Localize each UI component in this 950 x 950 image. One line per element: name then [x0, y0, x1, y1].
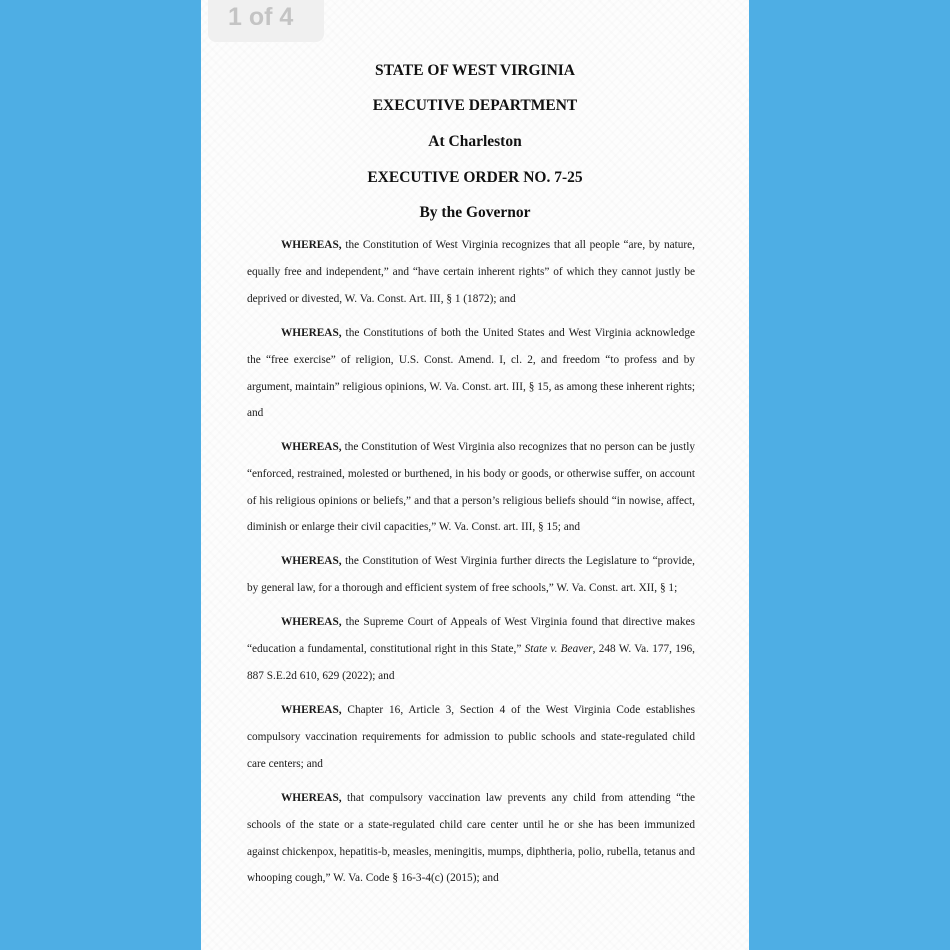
whereas-paragraph-2: [247, 320, 695, 427]
whereas-lead: WHEREAS,: [281, 792, 342, 804]
paragraph-text: the Supreme Court of Appeals of West Virginia found that directive makes “education a fundamental, constitutional right in this State,”: [247, 616, 695, 655]
heading-state: STATE OF WEST VIRGINIA: [375, 62, 575, 79]
whereas-lead: WHEREAS,: [281, 441, 342, 453]
heading-location: At Charleston: [428, 133, 522, 150]
paragraph-text: that compulsory vaccination law prevents any child from attending “the schools of the state or a state-regulated child care center until he or she has been immunized against chickenpox, hepatitis-b, measles, meningitis, mumps, diphtheria, polio, rubella, tetanus and whooping cough,” W. Va. Code § 16-3-4(c) (2015); and: [247, 792, 696, 885]
heading-by-governor: By the Governor: [419, 204, 531, 221]
heading-order-number: EXECUTIVE ORDER NO. 7-25: [367, 169, 583, 186]
whereas-lead: WHEREAS,: [281, 704, 342, 716]
whereas-lead: WHEREAS,: [281, 555, 342, 567]
paragraph-text: the Constitution of West Virginia further directs the Legislature to “provide, by general law, for a thorough and efficient system of free schools,” W. Va. Const. art. XII, § 1;: [247, 555, 695, 594]
whereas-paragraph-5: [247, 609, 695, 689]
whereas-lead: WHEREAS,: [281, 616, 342, 628]
paragraph-text: Chapter 16, Article 3, Section 4 of the West Virginia Code establishes compulsory vaccination requirements for admission to public schools and state-regulated child care centers; and: [247, 704, 695, 770]
paragraph-text: the Constitutions of both the United States and West Virginia acknowledge the “free exercise” of religion, U.S. Const. Amend. I, cl. 2, and freedom “to profess and by argument, maintain” religious opinions, W. Va. Const. art. III, § 15, as among these inherent rights; and: [247, 327, 695, 420]
whereas-paragraph-1: [247, 232, 695, 312]
paragraph-text: the Constitution of West Virginia also recognizes that no person can be justly “enforced, restrained, molested or burthened, in his body or goods, or otherwise suffer, on account of his religious opinions or beliefs,” and that a person’s religious beliefs should “in nowise, affect, diminish or enlarge their civil capacities,” W. Va. Const. art. III, § 15; and: [247, 441, 695, 534]
whereas-paragraph-3: [247, 434, 695, 541]
whereas-paragraph-6: [247, 697, 695, 777]
heading-department: EXECUTIVE DEPARTMENT: [372, 97, 578, 114]
paragraph-text-tail: , 248 W. Va. 177, 196, 887 S.E.2d 610, 629 (2022); and: [247, 642, 695, 682]
whereas-paragraph-7: [247, 785, 695, 892]
case-citation: State v. Beaver: [524, 642, 593, 655]
paragraph-text: the Constitution of West Virginia recognizes that all people “are, by nature, equally free and independent,” and “have certain inherent rights” of which they cannot justly be deprived or divested, W. Va. Const. Art. III, § 1 (1872); and: [247, 239, 695, 305]
whereas-paragraph-4: [247, 548, 695, 602]
whereas-lead: WHEREAS,: [281, 239, 342, 251]
whereas-lead: WHEREAS,: [281, 327, 342, 339]
page-indicator-badge: 1 of 4: [208, 0, 324, 42]
